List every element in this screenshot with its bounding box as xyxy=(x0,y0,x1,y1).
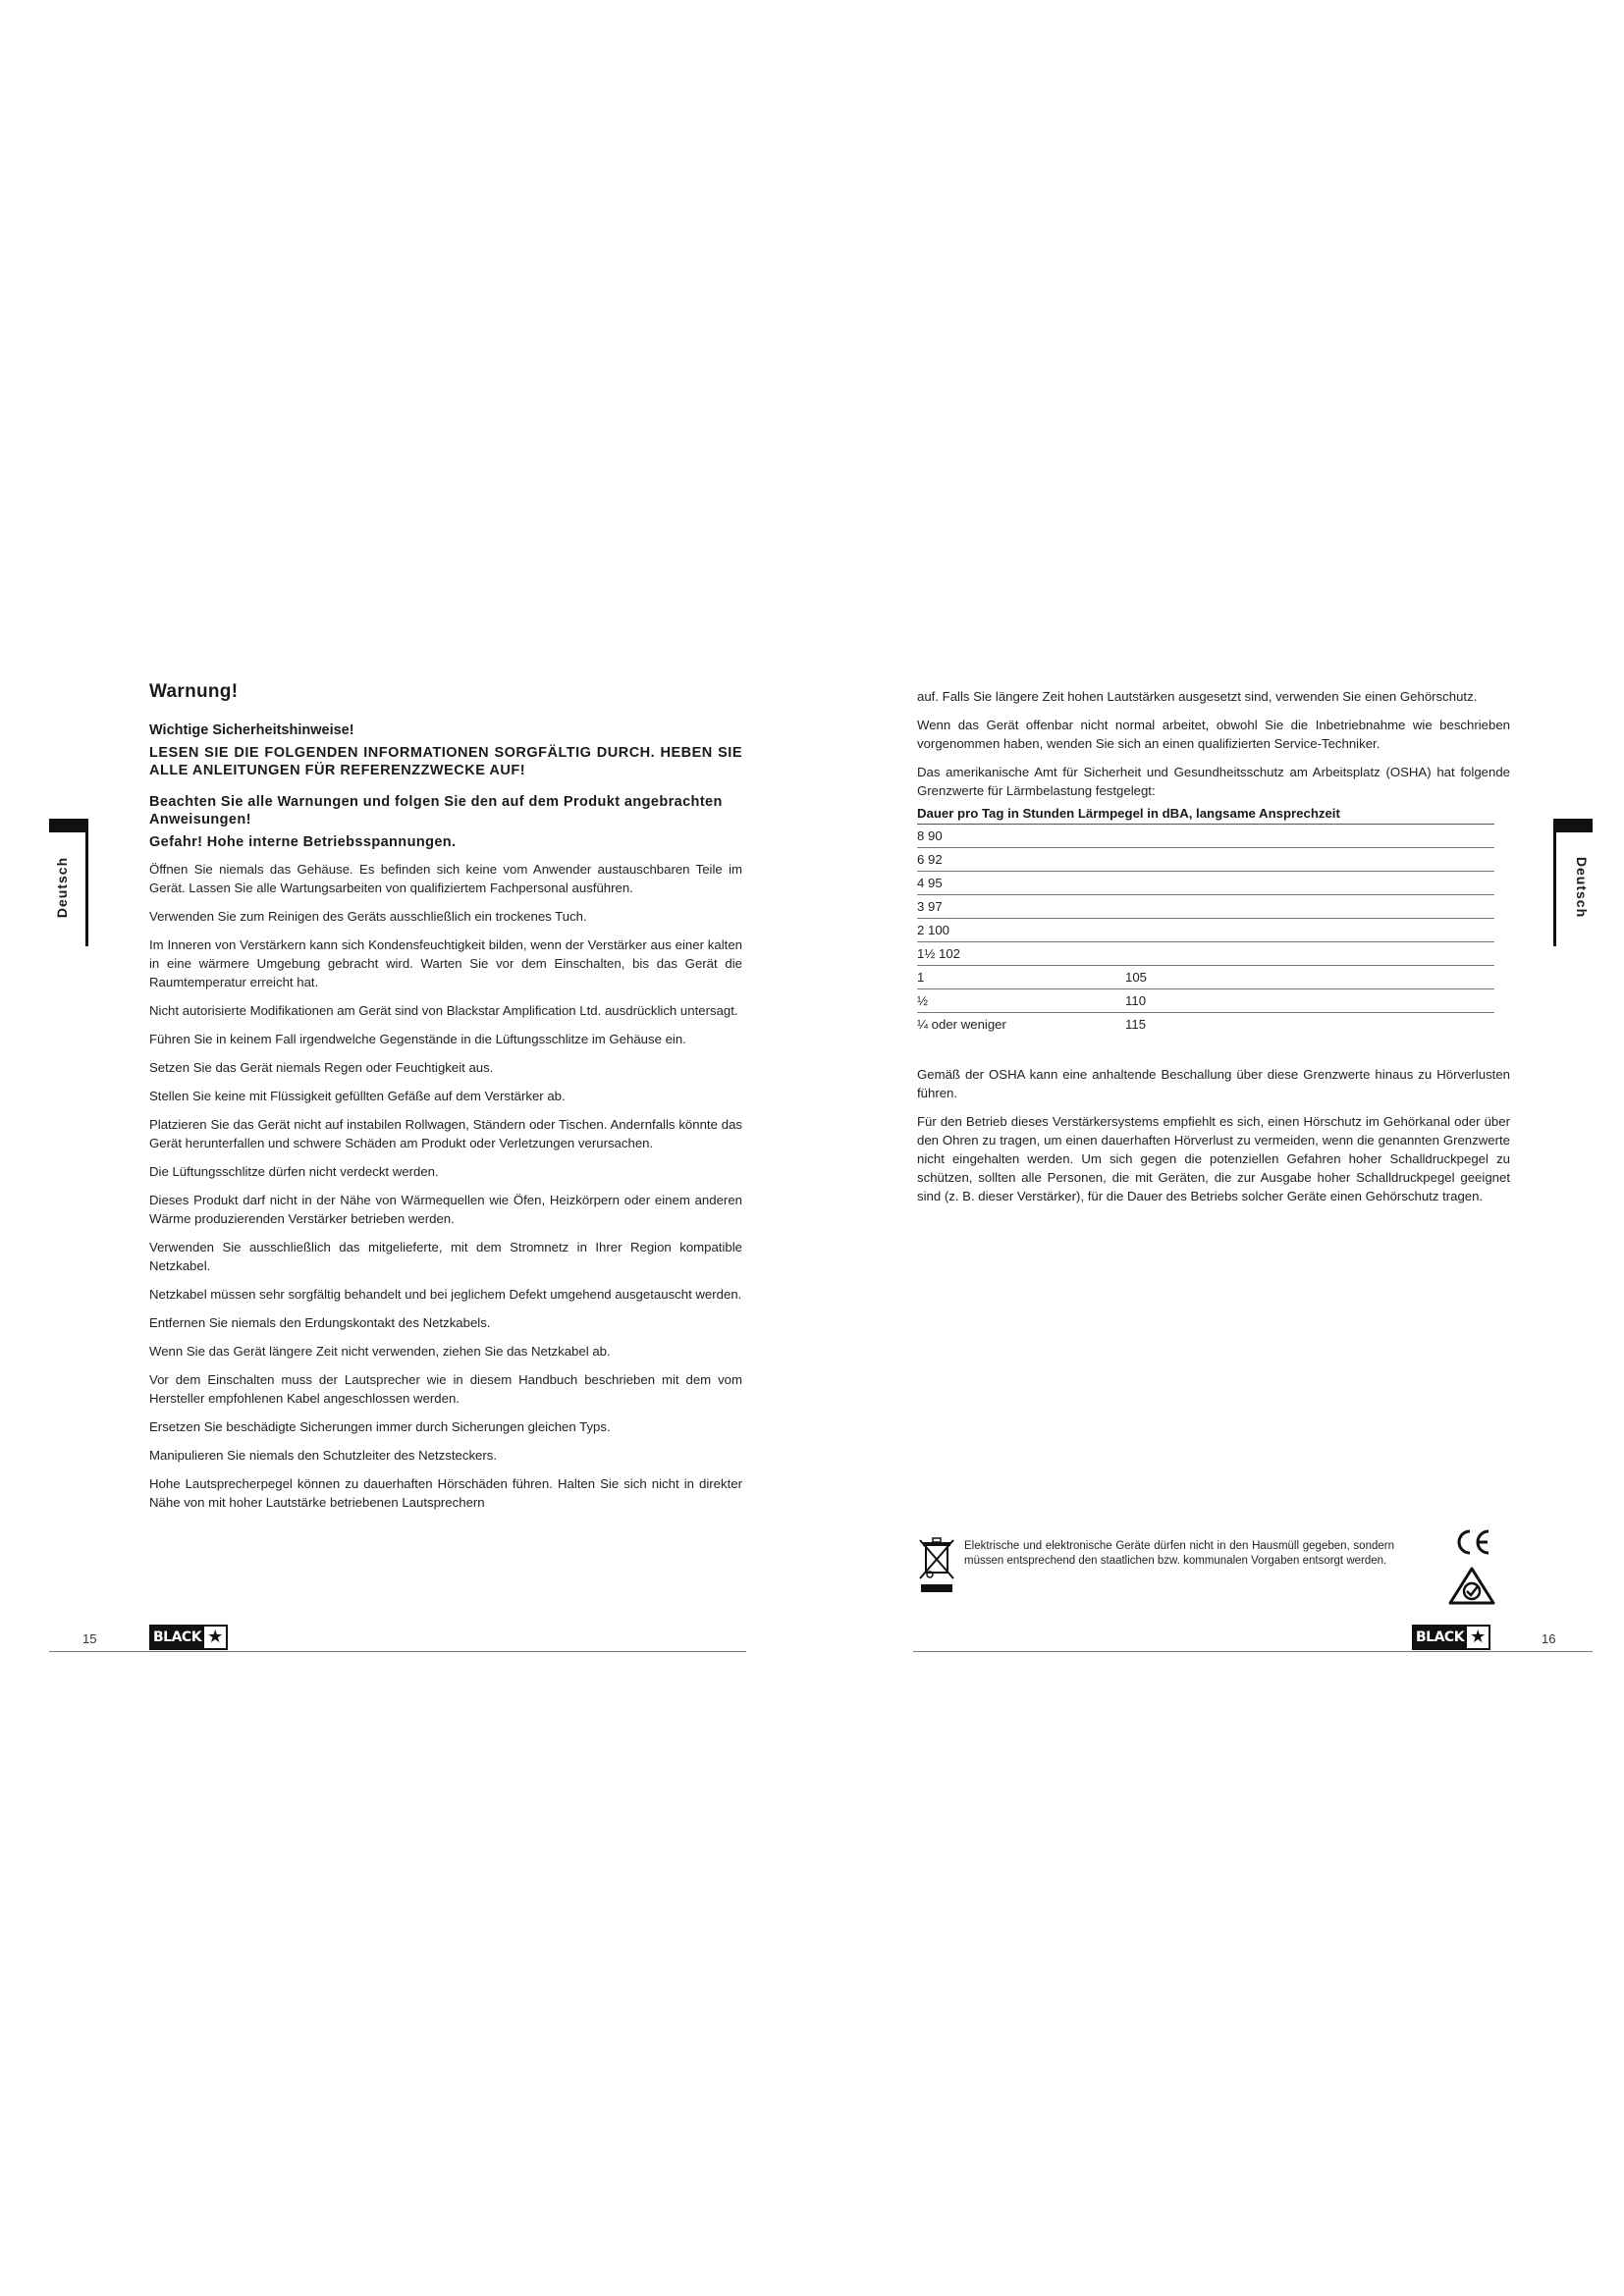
blackstar-logo-left xyxy=(149,1625,228,1650)
weee-bin-icon xyxy=(917,1537,956,1594)
table-cell: ¼ oder weniger xyxy=(917,1017,1006,1032)
noise-limits-table xyxy=(917,806,1494,1036)
table-cell: 1½ 102 xyxy=(917,946,960,961)
safety-paragraph: Im Inneren von Verstärkern kann sich Kondensfeuchtigkeit bilden, wenn der Verstärker aus einer kalten in eine wärmere Umgebung gebracht wird. Warten Sie vor dem Einschalten, bis das Gerät die Raumtemperatur erreicht hat. xyxy=(149,937,742,989)
safety-paragraph: Platzieren Sie das Gerät nicht auf instabilen Rollwagen, Ständern oder Tischen. Andernfalls könnte das Gerät herunterfallen und schwere Schäden am Produkt oder Verletzungen verursachen. xyxy=(149,1117,742,1150)
safety-paragraph: Manipulieren Sie niemals den Schutzleiter des Netzsteckers. xyxy=(149,1448,498,1463)
table-cell: 110 xyxy=(1125,993,1147,1008)
caps-notice: LESEN SIE DIE FOLGENDEN INFORMATIONEN SORGFÄLTIG DURCH. HEBEN SIE ALLE ANLEITUNGEN FÜR REFERENZZWECKE AUF! xyxy=(149,745,742,778)
warning-title: Warnung! xyxy=(149,681,239,702)
safety-paragraph: Hohe Lautsprecherpegel können zu dauerhaften Hörschäden führen. Halten Sie sich nicht in direkter Nähe von mit hoher Lautstärke betriebenen Lautsprechern xyxy=(149,1476,742,1510)
side-tab-left xyxy=(49,819,88,919)
side-tab-label: Deutsch xyxy=(1574,856,1591,919)
table-row xyxy=(917,966,1494,989)
star-icon: ★ xyxy=(1467,1627,1489,1648)
table-cell: 6 92 xyxy=(917,852,943,867)
safety-paragraph: Vor dem Einschalten muss der Lautsprecher wie in diesem Handbuch beschrieben mit dem vom Hersteller empfohlenen Kabel angeschlossen werden. xyxy=(149,1372,742,1406)
table-header: Dauer pro Tag in Stunden Lärmpegel in dBA, langsame Ansprechzeit xyxy=(917,806,1494,825)
obey-notice: Beachten Sie alle Warnungen und folgen Sie den auf dem Produkt angebrachten Anweisungen! xyxy=(149,794,723,828)
blackstar-logo-right xyxy=(1412,1625,1490,1650)
safety-paragraph: Nicht autorisierte Modifikationen am Gerät sind von Blackstar Amplification Ltd. ausdrücklich untersagt. xyxy=(149,1003,738,1018)
info-paragraph: Gemäß der OSHA kann eine anhaltende Beschallung über diese Grenzwerte hinaus zu Hörverlusten führen. xyxy=(917,1067,1510,1100)
table-cell: 8 90 xyxy=(917,828,943,843)
info-paragraph: Wenn das Gerät offenbar nicht normal arbeitet, obwohl Sie die Inbetriebnahme wie beschrieben vorgenommen haben, wenden Sie sich an einen qualifizierten Service-Techniker. xyxy=(917,718,1510,751)
footer-rule-right xyxy=(913,1651,1593,1652)
side-tab-line xyxy=(1553,832,1556,946)
table-cell: 2 100 xyxy=(917,923,950,937)
info-paragraph: Für den Betrieb dieses Verstärkersystems empfiehlt es sich, einen Hörschutz im Gehörkanal oder über den Ohren zu tragen, um einen dauerhaften Hörverlust zu vermeiden, wenn die genannten Grenzwerte nicht eingehalten werden. Um sich gegen die potenziellen Gefahren hoher Schalldruckpegel zu schützen, sollten alle Personen, die mit Geräten, die zur Ausgabe hoher Schalldruckpegel geeignet sind (z. B. dieser Verstärker), für die Dauer des Betriebs solcher Geräte einen Gehörschutz tragen. xyxy=(917,1114,1510,1203)
safety-subtitle: Wichtige Sicherheitshinweise! xyxy=(149,722,354,738)
weee-disposal-text: Elektrische und elektronische Geräte dürfen nicht in den Hausmüll gegeben, sondern müssen entsprechend den staatlichen bzw. kommunalen Vorgaben entsorgt werden. xyxy=(964,1540,1394,1567)
page-number-left: 15 xyxy=(82,1631,97,1646)
ce-mark-icon xyxy=(1453,1527,1492,1557)
safety-paragraph: Dieses Produkt darf nicht in der Nähe von Wärmequellen wie Öfen, Heizkörpern oder einem anderen Wärme produzierenden Verstärker betrieben werden. xyxy=(149,1193,742,1226)
table-row xyxy=(917,1013,1494,1036)
danger-notice: Gefahr! Hohe interne Betriebsspannungen. xyxy=(149,834,457,850)
page-number-right: 16 xyxy=(1542,1631,1556,1646)
rcm-compliance-icon xyxy=(1447,1567,1496,1606)
safety-paragraph: Setzen Sie das Gerät niemals Regen oder Feuchtigkeit aus. xyxy=(149,1060,494,1075)
safety-paragraph: Entfernen Sie niemals den Erdungskontakt des Netzkabels. xyxy=(149,1315,491,1330)
safety-paragraph: Verwenden Sie ausschließlich das mitgelieferte, mit dem Stromnetz in Ihrer Region kompatible Netzkabel. xyxy=(149,1240,742,1273)
table-row xyxy=(917,825,1494,848)
info-paragraph: Das amerikanische Amt für Sicherheit und Gesundheitsschutz am Arbeitsplatz (OSHA) hat folgende Grenzwerte für Lärmbelastung festgelegt: xyxy=(917,765,1510,798)
safety-paragraph: Öffnen Sie niemals das Gehäuse. Es befinden sich keine vom Anwender austauschbaren Teile im Gerät. Lassen Sie alle Wartungsarbeiten von qualifiziertem Fachpersonal ausführen. xyxy=(149,862,742,895)
safety-paragraph: Stellen Sie keine mit Flüssigkeit gefüllten Gefäße auf dem Verstärker ab. xyxy=(149,1089,566,1103)
table-row xyxy=(917,919,1494,942)
left-page-content xyxy=(149,681,742,1522)
side-tab-line xyxy=(85,832,88,946)
right-page-content xyxy=(917,687,1510,1215)
logo-text: BLACK xyxy=(1416,1629,1465,1645)
table-cell: 4 95 xyxy=(917,876,943,890)
table-row xyxy=(917,942,1494,966)
safety-paragraph: Führen Sie in keinem Fall irgendwelche Gegenstände in die Lüftungsschlitze im Gehäuse ein. xyxy=(149,1032,686,1046)
star-icon: ★ xyxy=(204,1627,226,1648)
table-row xyxy=(917,895,1494,919)
table-cell: 1 xyxy=(917,970,925,985)
side-tab-bar xyxy=(1553,819,1593,832)
logo-text: BLACK xyxy=(153,1629,202,1645)
table-row xyxy=(917,848,1494,872)
table-row xyxy=(917,872,1494,895)
table-cell: 3 97 xyxy=(917,899,943,914)
table-cell: ½ xyxy=(917,993,928,1008)
safety-paragraph: Netzkabel müssen sehr sorgfältig behandelt und bei jeglichem Defekt umgehend ausgetauscht werden. xyxy=(149,1287,742,1302)
safety-paragraph: Verwenden Sie zum Reinigen des Geräts ausschließlich ein trockenes Tuch. xyxy=(149,909,587,924)
info-paragraph: auf. Falls Sie längere Zeit hohen Lautstärken ausgesetzt sind, verwenden Sie einen Gehörschutz. xyxy=(917,689,1478,704)
side-tab-bar xyxy=(49,819,88,832)
table-row xyxy=(917,989,1494,1013)
table-cell: 115 xyxy=(1125,1017,1147,1032)
footer-rule-left xyxy=(49,1651,746,1652)
safety-paragraph: Ersetzen Sie beschädigte Sicherungen immer durch Sicherungen gleichen Typs. xyxy=(149,1419,611,1434)
table-cell: 105 xyxy=(1125,970,1148,985)
safety-paragraph: Die Lüftungsschlitze dürfen nicht verdeckt werden. xyxy=(149,1164,439,1179)
side-tab-label: Deutsch xyxy=(54,856,71,919)
side-tab-right xyxy=(1553,819,1593,919)
safety-paragraph: Wenn Sie das Gerät längere Zeit nicht verwenden, ziehen Sie das Netzkabel ab. xyxy=(149,1344,611,1359)
